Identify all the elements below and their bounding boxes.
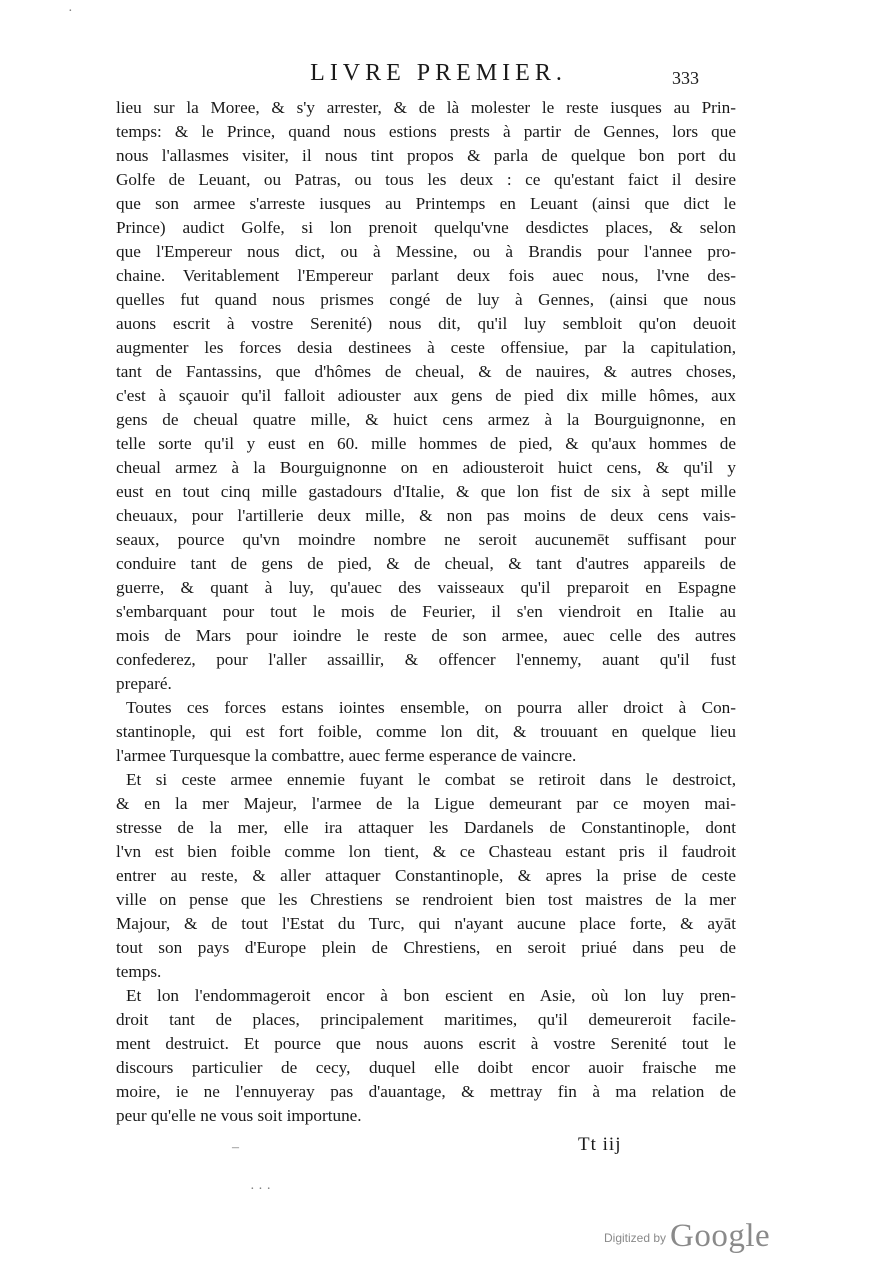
text-line: nous l'allasmes visiter, il nous tint propos & parla de quelque bon port du — [116, 146, 736, 165]
text-line: entrer au reste, & aller attaquer Constantinople, & apres la prise de ceste — [116, 866, 736, 885]
text-line: tout son pays d'Europe plein de Chrestiens, en seroit priué dans peu de — [116, 938, 736, 957]
text-line: mois de Mars pour ioindre le reste de son armee, auec celle des autres — [116, 626, 736, 645]
text-line: tant de Fantassins, que d'hômes de cheual, & de nauires, & autres choses, — [116, 362, 736, 381]
text-line: l'vn est bien foible comme lon tient, & ce Chasteau estant pris il faudroit — [116, 842, 736, 861]
text-line: s'embarquant pour tout le mois de Feurier, il s'en viendroit en Italie au — [116, 602, 736, 621]
text-line: preparé. — [116, 674, 172, 693]
text-line: moire, ie ne l'ennuyeray pas d'auantage, & mettray fin à ma relation de — [116, 1082, 736, 1101]
text-line: ville on pense que les Chrestiens se rendroient bien tost maistres de la mer — [116, 890, 736, 909]
text-line: ment destruict. Et pource que nous auons escrit à vostre Serenité tout le — [116, 1034, 736, 1053]
text-line: telle sorte qu'il y eust en 60. mille hommes de pied, & qu'aux hommes de — [116, 434, 736, 453]
text-line: conduire tant de gens de pied, & de cheual, & tant d'autres appareils de — [116, 554, 736, 573]
scan-speck: · — [68, 4, 73, 19]
page-number: 333 — [672, 68, 699, 88]
text-line: confederez, pour l'aller assaillir, & offencer l'ennemy, auant qu'il fust — [116, 650, 736, 669]
text-line: Prince) audict Golfe, si lon prenoit quelqu'vne desdictes places, & selon — [116, 218, 736, 237]
text-line: guerre, & quant à luy, qu'auec des vaisseaux qu'il preparoit en Espagne — [116, 578, 736, 597]
text-line: c'est à sçauoir qu'il falloit adiouster aux gens de pied dix mille hômes, aux — [116, 386, 736, 405]
text-line: temps: & le Prince, quand nous estions prests à partir de Gennes, lors que — [116, 122, 736, 141]
text-line: eust en tout cinq mille gastadours d'Italie, & que lon fist de six à sept mille — [116, 482, 736, 501]
google-logo: Google — [670, 1218, 771, 1254]
scan-speck: – — [232, 1140, 239, 1155]
text-line: droit tant de places, principalement maritimes, qu'il demeureroit facile- — [116, 1010, 736, 1029]
text-line: Golfe de Leuant, ou Patras, ou tous les deux : ce qu'estant faict il desire — [116, 170, 736, 189]
text-line: l'armee Turquesque la combattre, auec ferme esperance de vaincre. — [116, 746, 577, 765]
text-line: que l'Empereur nous dict, ou à Messine, ou à Brandis pour l'annee pro- — [116, 242, 736, 261]
text-line: que son armee s'arreste iusques au Printemps en Leuant (ainsi que dict le — [116, 194, 736, 213]
text-line: auons escrit à vostre Serenité) nous dit, qu'il luy sembloit qu'on deuoit — [116, 314, 736, 333]
text-line: discours particulier de cecy, duquel elle doibt encor auoir fraische me — [116, 1058, 736, 1077]
text-line: cheuaux, pour l'artillerie deux mille, & non pas moins de deux cens vais- — [116, 506, 736, 525]
scan-speck: · · · — [250, 1182, 271, 1197]
text-line: & en la mer Majeur, l'armee de la Ligue demeurant par ce moyen mai- — [116, 794, 736, 813]
text-line: lieu sur la Moree, & s'y arrester, & de là molester le reste iusques au Prin- — [116, 98, 736, 117]
text-line: stresse de la mer, elle ira attaquer les Dardanels de Constantinople, dont — [116, 818, 736, 837]
signature-mark: Tt iij — [578, 1134, 622, 1155]
paragraph-first-line: Et lon l'endommageroit encor à bon escient en Asie, où lon luy pren- — [126, 986, 736, 1005]
watermark-prefix: Digitized by — [604, 1231, 667, 1245]
text-line: seaux, pource qu'vn moindre nombre ne seroit aucunemēt suffisant pour — [116, 530, 736, 549]
text-line: augmenter les forces desia destinees à ceste offensiue, par la capitulation, — [116, 338, 736, 357]
text-line: quelles fut quand nous prismes congé de luy à Gennes, (ainsi que nous — [116, 290, 736, 309]
text-line: chaine. Veritablement l'Empereur parlant deux fois auec nous, l'vne des- — [116, 266, 736, 285]
text-line: stantinople, qui est fort foible, comme lon dit, & trouuant en quelque lieu — [116, 722, 736, 741]
text-line: temps. — [116, 962, 162, 981]
paragraph-first-line: Toutes ces forces estans iointes ensemble, on pourra aller droict à Con- — [126, 698, 736, 717]
running-title: LIVRE PREMIER. — [310, 60, 567, 86]
text-line: cheual armez à la Bourguignonne on en adiousteroit huict cens, & qu'il y — [116, 458, 736, 477]
text-line: peur qu'elle ne vous soit importune. — [116, 1106, 362, 1125]
text-line: Majour, & de tout l'Estat du Turc, qui n'ayant aucune place forte, & ayāt — [116, 914, 736, 933]
paragraph-first-line: Et si ceste armee ennemie fuyant le combat se retiroit dans le destroict, — [126, 770, 736, 789]
digitized-by-google-watermark — [604, 1218, 770, 1255]
text-line: gens de cheual quatre mille, & huict cens armez à la Bourguignonne, en — [116, 410, 736, 429]
